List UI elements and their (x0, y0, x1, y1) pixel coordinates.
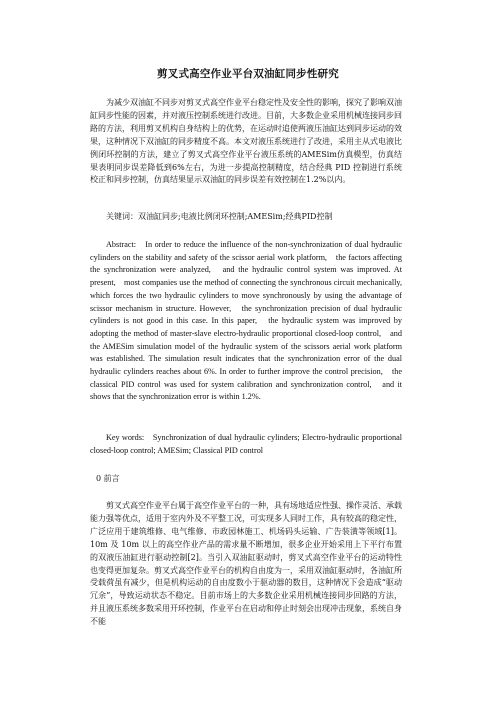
chinese-abstract: 为减少双油缸不同步对剪叉式高空作业平台稳定性及安全性的影响，探究了影响双油缸同步性能的因素，并对液压控制系统进行改进。目前，大多数企业采用机械连接同步回路的方法，利用剪叉机构自身结构上的优势，在运动时追使两液压油缸达到同步运动的效果，这种情况下双油缸的同步精度不高。本文对液压系统进行了改进，采用主从式电液比例闭环控制的方法，建立了剪叉式高空作业平台液压系统的AMESim仿真模型，仿真结果表明同步误差降低到6%左右，为进一步提高控制精度，结合经典 PID 控制进行系统校正和同步控制，仿真结果显示双油缸的同步误差有效控制在1.2%以内。 (90, 98, 402, 185)
english-keywords: Key words: Synchronization of dual hydraulic cylinders; Electro-hydraulic proportional closed-loop control; AMESim; Classical PID control (90, 433, 402, 455)
paper-title: 剪叉式高空作业平台双油缸同步性研究 (157, 68, 339, 80)
english-abstract: Abstract: In order to reduce the influence of the non-synchronization of dual hydraulic cylinders on the stability and safety of the scissor aerial work platform, the factors affecting the synchronization were analyzed, and the hydraulic control system was improved. At present, most companies use the method of connecting the synchronous circuit mechanically, which forces the two hydraulic cylinders to move synchronously by using the advantage of scissor mechanism in structure. However, the synchronization precision of dual hydraulic cylinders is not good in this case. In this paper, the hydraulic system was improved by adopting the method of master-slave electro-hydraulic proportional closed-loop control, and the AMESim simulation model of the hydraulic system of the scissors aerial work platform was established. The simulation result indicates that the synchronization error of the dual hydraulic cylinders reaches about 6%. In order to further improve the control precision, the classical PID control was used for system calibration and synchronization control, and it shows that the synchronization error is within 1.2%. (90, 240, 411, 402)
chinese-keywords: 关键词：双油缸同步;电液比例闭环控制;AMESim;经典PID控制 (106, 212, 333, 221)
introduction-paragraph: 剪叉式高空作业平台属于高空作业平台的一种，具有场地适应性强、操作灵活、承载能力强等优点，适用于室内外及不平整工况，可实现多人同时工作，具有较高的稳定性，广泛应用于建筑维修、电气维修、市政园林施工、机场码头运输、广告装潢等领域[1]。10m 及 10m 以上的高空作业产品的需求量不断增加，很多企业开始采用上下平行布置的双液压油缸进行驱动控制[2]。当引入双油缸驱动时，剪叉式高空作业平台的运动特性也变得更加复杂。剪叉式高空作业平台的机构自由度为一，采用双油缸驱动时，各油缸所受载荷虽有减少，但是机构运动的自由度数小于驱动器的数目，这种情况下会造成“驱动冗余”，导致运动状态不稳定。目前市场上的大多数企业采用机械连接同步回路的方法，并且液压系统多数采用开环控制，作业平台在启动和停止时刻会出现冲击现象，系统自身不能 (90, 501, 402, 627)
section-heading: 0 前言 (96, 474, 120, 483)
